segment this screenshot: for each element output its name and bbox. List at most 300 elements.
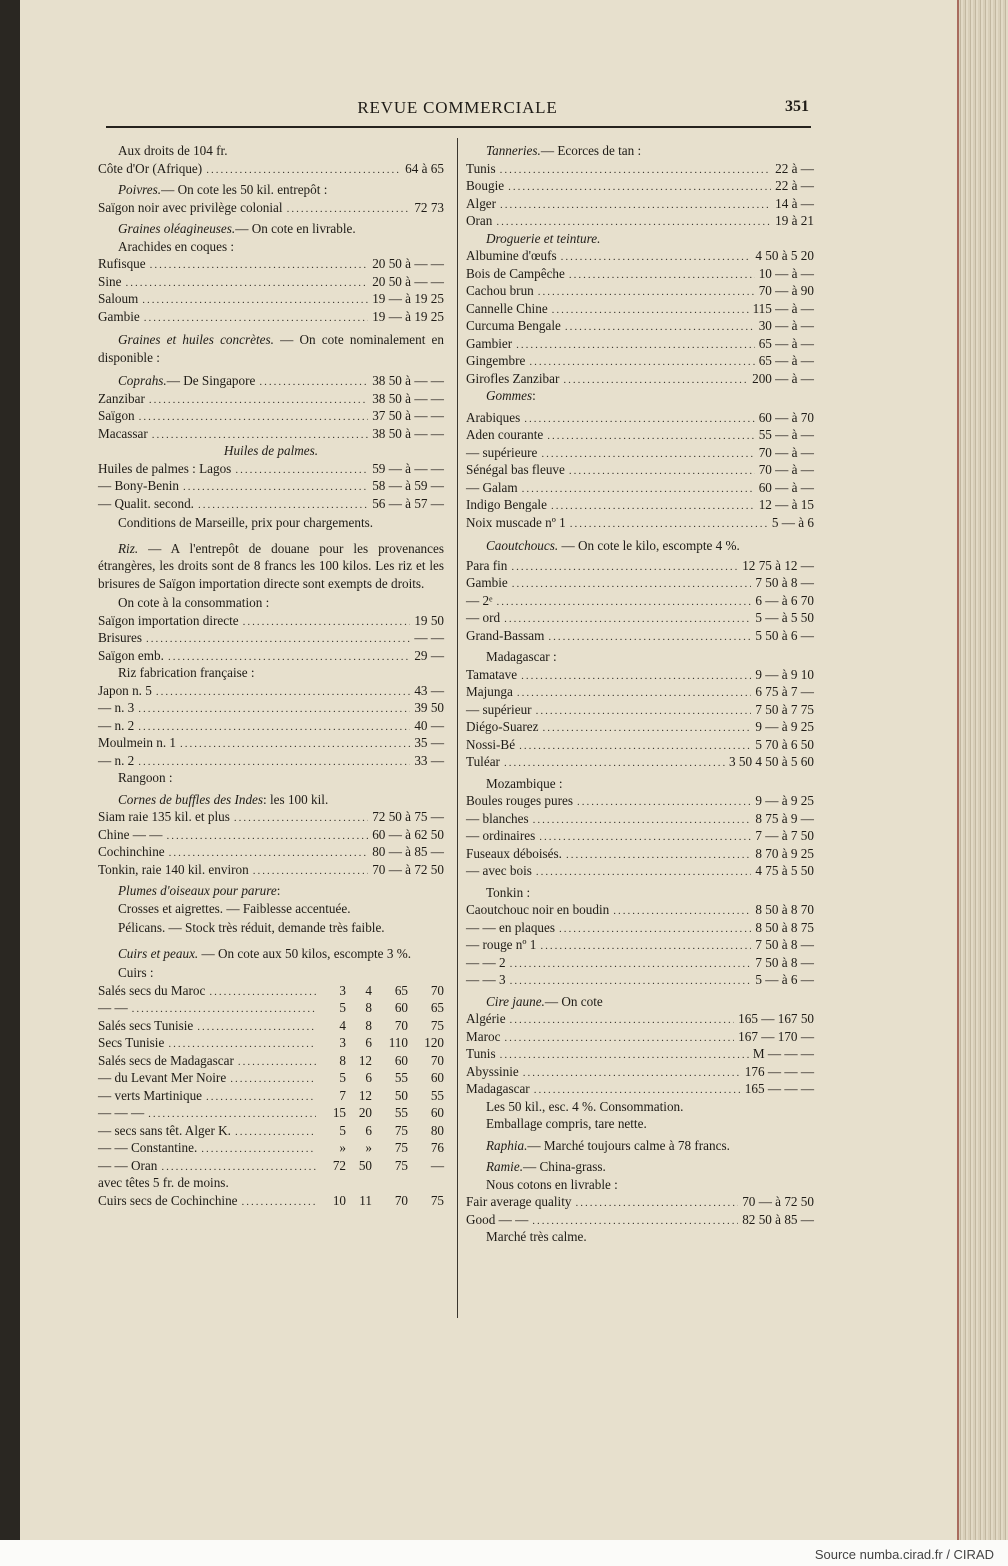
dot-leader xyxy=(510,956,752,974)
row-label: Gingembre xyxy=(466,353,526,368)
row-price: 8 50 à 8 75 xyxy=(755,919,814,935)
dot-leader xyxy=(238,1054,316,1072)
row-label: — — 3 xyxy=(466,972,506,987)
row-value: 3 xyxy=(339,982,346,998)
raphia-line: Raphia. — Marché toujours calme à 78 francs. xyxy=(486,1137,730,1153)
ramie-rows xyxy=(466,1193,814,1228)
row-value: 75 xyxy=(394,1122,408,1138)
row-value: 75 xyxy=(394,1157,408,1173)
cuirs-last-row xyxy=(98,1192,444,1210)
row-price: 8 75 à 9 — xyxy=(755,810,814,826)
row-label: — Bony-Benin xyxy=(98,478,179,493)
row-value: 72 xyxy=(332,1157,346,1173)
row-value: 70 xyxy=(394,1017,408,1033)
cire-heading: Cire jaune. — On cote xyxy=(486,993,603,1009)
price-row xyxy=(466,195,814,213)
row-price: 38 50 à — — xyxy=(372,425,444,441)
row-label: Gambier xyxy=(466,335,513,351)
dot-leader xyxy=(197,1019,316,1037)
row-label: Cannelle Chine xyxy=(466,300,548,316)
source-credit: Source numba.cirad.fr / CIRAD xyxy=(814,1547,994,1562)
coprahs-heading: Coprahs. — De Singapore ..... 38 50 à — — xyxy=(98,372,444,390)
row-value: 7 xyxy=(339,1087,346,1103)
row-label: — n. 2 xyxy=(98,752,135,768)
table-row xyxy=(98,1122,444,1140)
price-row xyxy=(98,290,444,308)
page-number: 351 xyxy=(785,98,809,115)
dot-leader xyxy=(138,719,410,737)
dot-leader xyxy=(523,1065,741,1083)
dot-leader xyxy=(235,1124,316,1142)
row-price: 37 50 à — — xyxy=(372,408,444,423)
cornes-rows xyxy=(98,808,444,878)
row-price: 43 — xyxy=(414,682,444,698)
row-label: Algérie xyxy=(466,1011,506,1026)
row-label: Indigo Bengale xyxy=(466,497,547,512)
dot-leader xyxy=(500,162,772,180)
dot-leader xyxy=(144,310,368,328)
row-label: Secs Tunisie xyxy=(98,1035,165,1050)
dot-leader xyxy=(504,1030,734,1048)
tonkin-rows xyxy=(466,901,814,989)
row-price: 5 70 à 6 50 xyxy=(755,736,814,752)
row-label: — — — xyxy=(98,1105,145,1120)
price-row: Saïgon noir avec privilège colonial ..... 72 73 xyxy=(98,199,444,217)
dot-leader xyxy=(230,1071,316,1089)
price-row xyxy=(466,1010,814,1028)
row-label: Tonkin, raie 140 kil. environ xyxy=(98,861,249,877)
price-row xyxy=(466,160,814,178)
table-row xyxy=(98,1192,444,1210)
price-row xyxy=(98,273,444,291)
row-label: — avec bois xyxy=(466,863,532,878)
page-header xyxy=(106,98,809,122)
row-value: 65 xyxy=(394,982,408,998)
price-row xyxy=(98,682,444,700)
dot-leader xyxy=(206,1089,316,1107)
row-value: » xyxy=(339,1140,346,1155)
price-row xyxy=(98,308,444,326)
row-price: 167 — 170 — xyxy=(738,1028,814,1044)
row-value: 65 xyxy=(430,1000,444,1015)
dot-leader xyxy=(209,984,316,1002)
palmes-note: Conditions de Marseille, prix pour chargements. xyxy=(118,515,374,530)
row-label: Cachou brun xyxy=(466,283,534,298)
row-price: 55 — à — xyxy=(758,427,814,442)
row-label: Siam raie 135 kil. et plus xyxy=(98,809,230,824)
row-price: 35 — xyxy=(414,735,444,750)
dot-leader xyxy=(552,302,749,320)
row-label: — du Levant Mer Noire xyxy=(98,1070,227,1085)
dot-leader xyxy=(543,720,752,738)
dot-leader xyxy=(253,863,369,881)
row-price: 12 — à 15 xyxy=(758,497,814,512)
concretes-paragraph: Graines et huiles concrètes. — On cote nominalement en disponible : xyxy=(98,332,444,365)
row-price: 60 — à 62 50 xyxy=(372,826,444,842)
table-row xyxy=(98,982,444,1000)
row-label: Albumine d'œufs xyxy=(466,248,557,263)
row-label: Diégo-Suarez xyxy=(466,719,539,734)
price-row xyxy=(466,901,814,919)
row-price: 38 50 à — — xyxy=(372,390,444,406)
price-row xyxy=(466,936,814,954)
price-row xyxy=(98,752,444,770)
dot-leader xyxy=(500,197,771,215)
ramie-heading: Ramie. — China-grass. xyxy=(486,1159,606,1174)
row-label: Salés secs de Madagascar xyxy=(98,1052,234,1068)
price-row xyxy=(466,370,814,388)
dot-leader xyxy=(138,754,410,772)
dot-leader xyxy=(156,684,410,702)
row-price: 6 — à 6 70 xyxy=(755,592,814,608)
row-value: 20 xyxy=(358,1105,372,1120)
price-row xyxy=(98,629,444,647)
row-label: Fair average quality xyxy=(466,1194,572,1209)
row-label: Alger xyxy=(466,195,497,211)
graines-rows xyxy=(98,255,444,325)
dot-leader xyxy=(242,1194,316,1212)
row-label: Salés secs Tunisie xyxy=(98,1017,194,1033)
row-price: 70 — à 72 50 xyxy=(742,1194,814,1209)
price-row xyxy=(98,612,444,630)
table-row xyxy=(98,1139,444,1157)
tanneries-heading: Tanneries. — Ecorces de tan : xyxy=(486,143,642,158)
price-row xyxy=(466,701,814,719)
row-label: — verts Martinique xyxy=(98,1087,203,1103)
price-row xyxy=(466,335,814,353)
price-row xyxy=(466,592,814,610)
dot-leader xyxy=(150,257,369,275)
dot-leader xyxy=(540,938,751,956)
dot-leader xyxy=(538,284,755,302)
dot-leader xyxy=(570,516,768,534)
price-row xyxy=(466,810,814,828)
price-row xyxy=(466,954,814,972)
row-label: Grand-Bassam xyxy=(466,627,545,643)
row-label: Sénégal bas fleuve xyxy=(466,462,565,477)
row-label: Tuléar xyxy=(466,754,500,769)
row-price: M — — — xyxy=(752,1046,814,1061)
madagascar-rows xyxy=(466,666,814,771)
row-value: 8 xyxy=(365,1017,372,1033)
row-value: 70 xyxy=(430,982,444,998)
row-price: 115 — à — xyxy=(752,300,814,316)
column-divider xyxy=(457,138,458,1318)
row-label: — n. 3 xyxy=(98,700,135,715)
dot-leader xyxy=(508,179,771,197)
row-label: Bois de Campêche xyxy=(466,265,565,281)
dot-leader xyxy=(183,479,368,497)
row-label: Tamatave xyxy=(466,666,518,682)
price-row xyxy=(466,1063,814,1081)
tonkin-heading: Tonkin : xyxy=(486,884,531,900)
price-row xyxy=(466,1028,814,1046)
row-price: 20 50 à — — xyxy=(372,256,444,271)
row-value: 75 xyxy=(430,1192,444,1208)
graines-sub: Arachides en coques : xyxy=(118,238,235,254)
riz-sub: On cote à la consommation : xyxy=(118,595,270,610)
row-price: 30 — à — xyxy=(758,318,814,333)
table-row xyxy=(98,1069,444,1087)
row-value: 3 xyxy=(339,1035,346,1050)
price-row xyxy=(466,1211,814,1229)
row-price: 39 50 xyxy=(414,700,444,715)
row-label: Saïgon xyxy=(98,408,135,423)
riz-sub3: Rangoon : xyxy=(118,770,173,785)
row-price: 165 — 167 50 xyxy=(738,1011,814,1026)
price-row xyxy=(98,826,444,844)
cuirs-note: avec têtes 5 fr. de moins. xyxy=(98,1175,229,1190)
dot-leader xyxy=(575,1195,738,1213)
plumes-line1: Crosses et aigrettes. — Faiblesse accentuée. xyxy=(118,900,351,916)
dot-leader xyxy=(138,701,410,719)
dot-leader xyxy=(563,372,748,390)
row-label: — rouge nº 1 xyxy=(466,937,537,952)
row-price: 19 — à 19 25 xyxy=(372,308,444,324)
row-price: 7 50 à 8 — xyxy=(755,937,814,952)
row-price: 22 à — xyxy=(775,160,814,176)
row-value: 10 xyxy=(332,1192,346,1208)
dot-leader xyxy=(613,903,751,921)
price-row xyxy=(466,736,814,754)
row-label: Rufisque xyxy=(98,256,146,271)
price-row xyxy=(466,409,814,427)
price-row xyxy=(466,265,814,283)
row-label: Para fin xyxy=(466,557,508,573)
row-value: 75 xyxy=(430,1017,444,1033)
row-price: 70 — à — xyxy=(758,444,814,460)
price-row xyxy=(466,845,814,863)
row-label: Chine — — xyxy=(98,826,163,842)
riz-rows xyxy=(98,612,444,665)
row-label: Brisures xyxy=(98,630,142,645)
row-price: 14 à — xyxy=(775,195,814,211)
price-row xyxy=(466,444,814,462)
row-price: 19 — à 19 25 xyxy=(372,291,444,306)
droguerie-rows xyxy=(466,247,814,387)
price-row xyxy=(466,919,814,937)
row-price: 20 50 à — — xyxy=(372,273,444,289)
table-row xyxy=(98,1017,444,1035)
page-edges xyxy=(958,0,1008,1540)
row-label: Maroc xyxy=(466,1028,501,1044)
row-label: Gambie xyxy=(466,575,508,590)
dot-leader xyxy=(512,576,752,594)
row-price: — — xyxy=(414,630,444,645)
row-price: 33 — xyxy=(414,752,444,768)
row-price: 82 50 à 85 — xyxy=(742,1211,814,1227)
row-label: Good — — xyxy=(466,1211,529,1227)
price-row xyxy=(466,792,814,810)
dot-leader xyxy=(522,481,755,499)
row-price: 56 — à 57 — xyxy=(372,495,444,511)
ramie-sub: Nous cotons en livrable : xyxy=(486,1176,618,1192)
dot-leader xyxy=(519,738,751,756)
price-row xyxy=(466,247,814,265)
dot-leader xyxy=(243,614,411,632)
mozambique-rows xyxy=(466,792,814,880)
row-label: Saïgon emb. xyxy=(98,647,164,663)
dot-leader xyxy=(539,829,751,847)
dot-leader xyxy=(517,685,752,703)
riz-rows2 xyxy=(98,682,444,770)
price-row xyxy=(98,699,444,717)
palmes-heading: Huiles de palmes. xyxy=(223,443,319,458)
riz-sub2: Riz fabrication française : xyxy=(118,665,255,680)
row-price: 70 — à 90 xyxy=(758,283,814,298)
row-value: 60 xyxy=(394,1000,408,1015)
row-value: 5 xyxy=(339,1122,346,1138)
row-value: 4 xyxy=(339,1017,346,1033)
right-column xyxy=(466,142,814,1246)
row-label: Sine xyxy=(98,273,122,289)
row-value: 6 xyxy=(365,1122,372,1138)
row-price: 40 — xyxy=(414,717,444,733)
price-row xyxy=(466,317,814,335)
row-price: 65 — à — xyxy=(758,353,814,368)
row-label: Fuseaux déboisés. xyxy=(466,845,562,861)
row-label: — Qualit. second. xyxy=(98,495,194,511)
price-row xyxy=(466,827,814,845)
row-value: 76 xyxy=(430,1140,444,1155)
gommes-heading: Gommes : xyxy=(486,388,536,403)
price-row xyxy=(466,683,814,701)
row-label: — supérieure xyxy=(466,444,538,460)
coprahs-rows xyxy=(98,390,444,443)
table-row xyxy=(98,1034,444,1052)
poivres-heading: Poivres. — On cote les 50 kil. entrepôt : xyxy=(118,182,328,197)
dot-leader xyxy=(139,409,369,427)
price-row xyxy=(466,212,814,230)
price-row xyxy=(466,514,814,532)
row-label: Saïgon importation directe xyxy=(98,612,239,628)
page-edge-line xyxy=(957,0,959,1540)
price-row xyxy=(98,255,444,273)
row-label: Caoutchouc noir en boudin xyxy=(466,902,610,917)
row-label: Majunga xyxy=(466,684,513,699)
row-price: 7 50 à 8 — xyxy=(755,575,814,590)
row-price: 9 — à 9 25 xyxy=(755,719,814,734)
row-label: Boules rouges pures xyxy=(466,793,573,808)
row-price: 165 — — — xyxy=(744,1081,814,1096)
price-row xyxy=(466,1193,814,1211)
row-label: Cochinchine xyxy=(98,844,165,859)
row-price: 22 à — xyxy=(775,178,814,193)
row-price: 80 — à 85 — xyxy=(372,844,444,859)
cire-rows xyxy=(466,1010,814,1098)
dot-leader xyxy=(529,354,754,372)
row-price: 58 — à 59 — xyxy=(372,478,444,493)
dot-leader xyxy=(566,847,751,865)
row-value: 4 xyxy=(365,982,372,998)
plumes-line2: Pélicans. — Stock très réduit, demande très faible. xyxy=(118,920,385,935)
table-row xyxy=(98,1104,444,1122)
price-row xyxy=(466,479,814,497)
palmes-rows xyxy=(98,460,444,513)
row-price: 60 — à 70 xyxy=(758,409,814,425)
row-price: 9 — à 9 25 xyxy=(755,793,814,808)
row-price: 5 50 à 6 — xyxy=(755,627,814,643)
row-value: 5 xyxy=(339,1070,346,1085)
dot-leader xyxy=(149,392,368,410)
row-value: 70 xyxy=(430,1052,444,1068)
row-price: 70 — à — xyxy=(758,462,814,477)
dot-leader xyxy=(511,559,738,577)
row-price: 176 — — — xyxy=(744,1063,814,1079)
price-row xyxy=(466,627,814,645)
row-value: 8 xyxy=(365,1000,372,1015)
dot-leader xyxy=(561,249,752,267)
dot-leader xyxy=(565,319,755,337)
row-value: 60 xyxy=(430,1070,444,1085)
caoutchoucs-paragraph: Caoutchoucs. — On cote le kilo, escompte 4 %. xyxy=(486,538,740,553)
row-price: 3 50 4 50 à 5 60 xyxy=(729,754,814,769)
gommes-rows xyxy=(466,409,814,532)
row-price: 72 50 à 75 — xyxy=(372,809,444,824)
row-label: — supérieur xyxy=(466,701,532,717)
price-row xyxy=(466,609,814,627)
row-price: 5 — à 6 xyxy=(771,514,814,530)
row-value: 15 xyxy=(332,1105,346,1120)
price-row xyxy=(466,557,814,575)
row-value: 6 xyxy=(365,1035,372,1050)
row-price: 7 50 à 7 75 xyxy=(755,701,814,717)
row-price: 65 — à — xyxy=(758,335,814,351)
row-value: 60 xyxy=(394,1052,408,1068)
running-title: REVUE COMMERCIALE xyxy=(357,98,558,117)
row-value: 5 xyxy=(339,1000,346,1015)
dot-leader xyxy=(551,498,755,516)
price-row xyxy=(466,718,814,736)
row-value: 55 xyxy=(430,1087,444,1103)
graines-heading: Graines oléagineuses. — On cote en livrable. xyxy=(118,221,356,236)
price-row xyxy=(466,426,814,444)
row-label: Macassar xyxy=(98,425,148,441)
row-label: Zanzibar xyxy=(98,390,145,406)
row-price: 4 50 à 5 20 xyxy=(755,248,814,263)
dot-leader xyxy=(541,446,754,464)
price-row xyxy=(466,496,814,514)
row-value: 60 xyxy=(430,1105,444,1120)
row-value: 55 xyxy=(394,1105,408,1120)
row-label: Madagascar xyxy=(466,1081,530,1096)
price-row xyxy=(466,753,814,771)
dot-leader xyxy=(521,668,751,686)
header-rule xyxy=(106,126,811,128)
row-value: 55 xyxy=(394,1070,408,1085)
row-price: 19 50 xyxy=(414,612,444,628)
row-label: Girofles Zanzibar xyxy=(466,370,560,386)
droguerie-heading: Droguerie et teinture. xyxy=(486,230,601,246)
row-label: — blanches xyxy=(466,810,529,826)
price-row xyxy=(466,461,814,479)
row-label: — — xyxy=(98,1000,128,1015)
row-label: Arabiques xyxy=(466,409,521,425)
dot-leader xyxy=(547,428,754,446)
price-row xyxy=(98,477,444,495)
dot-leader xyxy=(548,629,751,647)
row-label: — — en plaques xyxy=(466,919,555,935)
row-label: Abyssinie xyxy=(466,1063,519,1079)
cire-note2: Emballage compris, tare nette. xyxy=(486,1116,647,1131)
row-value: 70 xyxy=(394,1192,408,1208)
row-price: 70 — à 72 50 xyxy=(372,861,444,877)
riz-paragraph: Riz. — A l'entrepôt de douane pour les provenances étrangères, les droits sont de 8 francs les 100 kilos. Les riz et les brisures de Saïgon importation directe sont exempts de droits. xyxy=(98,540,444,591)
price-row xyxy=(98,717,444,735)
dot-leader xyxy=(559,921,751,939)
row-label: Salés secs du Maroc xyxy=(98,982,206,998)
row-value: 120 xyxy=(424,1035,444,1050)
